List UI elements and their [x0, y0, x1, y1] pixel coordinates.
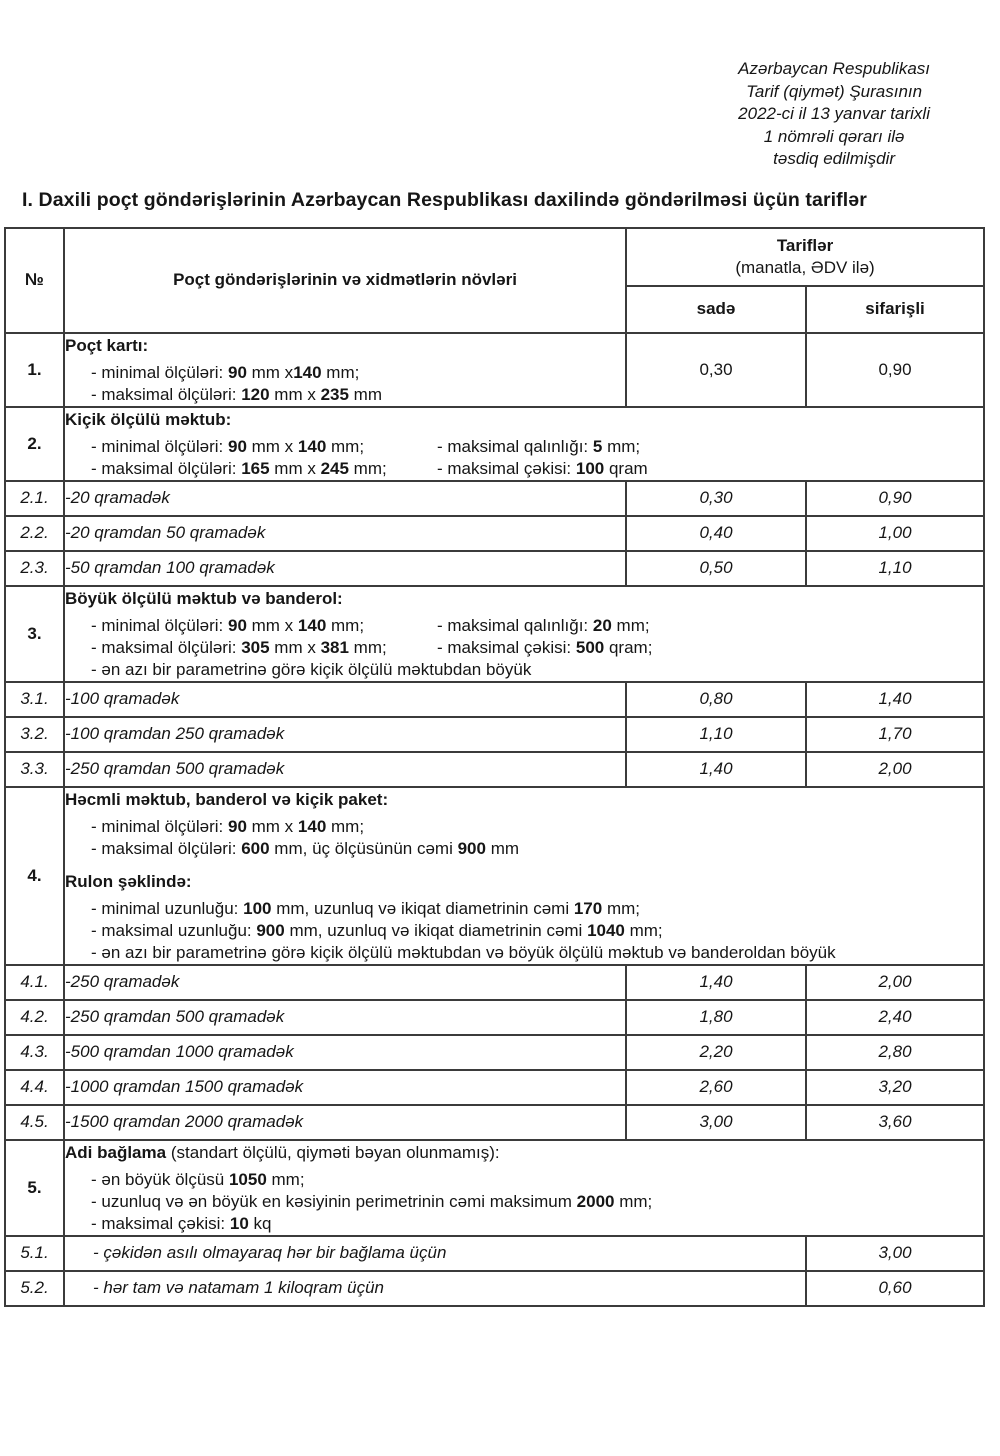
item-label-cell: -250 qramdan 500 qramadək [64, 752, 626, 787]
row-number-cell: 5. [5, 1140, 64, 1236]
spec-line: - ən böyük ölçüsü 1050 mm; [91, 1169, 305, 1189]
tariff-table [4, 227, 985, 1307]
spec-line: - maksimal ölçüləri: 120 mm x 235 mm [91, 384, 382, 404]
table-row-2-3 [5, 551, 984, 586]
row-number-cell: 4.4. [5, 1070, 64, 1105]
tariff-simple-value: 0,30 [626, 481, 806, 516]
tariff-simple-value: 2,60 [626, 1070, 806, 1105]
header-tariffs-subtitle: (manatla, ƏDV ilə) [735, 257, 875, 277]
approval-note-line: 1 nömrəli qərarı ilə [763, 126, 905, 146]
table-row-4-2 [5, 1000, 984, 1035]
item-label-cell: -50 qramdan 100 qramadək [64, 551, 626, 586]
row-number-cell: 1. [5, 333, 64, 407]
tariff-simple-value: 0,50 [626, 551, 806, 586]
tariff-registered-value: 1,40 [806, 682, 984, 717]
item-label-cell: -250 qramadək [64, 965, 626, 1000]
tariff-registered-value: 2,80 [806, 1035, 984, 1070]
table-row-1 [5, 333, 984, 407]
header-registered-cell: sifarişli [806, 286, 984, 333]
category-title-line: Poçt kartı: [65, 335, 149, 355]
item-label-cell: - çəkidən asılı olmayaraq hər bir bağlama üçün [64, 1236, 806, 1271]
tariff-registered-value: 0,90 [806, 481, 984, 516]
row-number-cell: 5.1. [5, 1236, 64, 1271]
table-row-3-1 [5, 682, 984, 717]
category-description-cell [64, 1140, 984, 1236]
tariff-simple-value: 2,20 [626, 1035, 806, 1070]
header-simple-cell: sadə [626, 286, 806, 333]
spec-line: - maksimal çəkisi: 10 kq [91, 1213, 272, 1233]
row-number-cell: 4.3. [5, 1035, 64, 1070]
category-title-line: Adi bağlama (standart ölçülü, qiyməti bəyan olunmamış): [65, 1142, 500, 1162]
tariff-simple-value: 3,00 [626, 1105, 806, 1140]
row-number-cell: 3.3. [5, 752, 64, 787]
table-row-3-2 [5, 717, 984, 752]
tariff-registered-value: 3,60 [806, 1105, 984, 1140]
item-label-cell: -20 qramadək [64, 481, 626, 516]
table-row-4-5 [5, 1105, 984, 1140]
approval-note [738, 58, 930, 171]
category-title-line: Kiçik ölçülü məktub: [65, 409, 232, 429]
tariff-simple-value: 1,40 [626, 965, 806, 1000]
row-number-cell: 5.2. [5, 1271, 64, 1306]
table-row-4-4 [5, 1070, 984, 1105]
spec-line: - minimal ölçüləri: 90 mm x140 mm; [91, 362, 360, 382]
tariff-simple-value: 0,80 [626, 682, 806, 717]
table-row-5 [5, 1140, 984, 1236]
header-tariffs-cell [626, 228, 984, 286]
tariff-registered-value: 0,60 [806, 1271, 984, 1306]
item-label-cell: -250 qramdan 500 qramadək [64, 1000, 626, 1035]
spec-line: - maksimal uzunluğu: 900 mm, uzunluq və ikiqat diametrinin cəmi 1040 mm; [91, 920, 663, 940]
category-title-line: Həcmli məktub, banderol və kiçik paket: [65, 789, 389, 809]
tariff-registered-value: 2,40 [806, 1000, 984, 1035]
table-row-3-3 [5, 752, 984, 787]
spec-line: - ən azı bir parametrinə görə kiçik ölçülü məktubdan və böyük ölçülü məktub və banderoldan böyük [91, 942, 836, 962]
table-row-2-1 [5, 481, 984, 516]
tariff-simple-value: 1,40 [626, 752, 806, 787]
category-title-line: Böyük ölçülü məktub və banderol: [65, 588, 343, 608]
approval-note-line: təsdiq edilmişdir [773, 149, 896, 168]
spec-line: - minimal uzunluğu: 100 mm, uzunluq və ikiqat diametrinin cəmi 170 mm; [91, 898, 640, 918]
table-row-4-3 [5, 1035, 984, 1070]
category-description-cell [64, 586, 984, 682]
item-label-cell: -100 qramdan 250 qramadək [64, 717, 626, 752]
tariff-registered-value: 3,00 [806, 1236, 984, 1271]
tariff-registered-value: 1,00 [806, 516, 984, 551]
table-header-row-1 [5, 228, 984, 286]
spec-line: - ən azı bir parametrinə görə kiçik ölçülü məktubdan böyük [91, 659, 532, 679]
item-label-cell: -20 qramdan 50 qramadək [64, 516, 626, 551]
spec-line: - maksimal ölçüləri: 600 mm, üç ölçüsünün cəmi 900 mm [91, 838, 520, 858]
tariff-table-body [5, 333, 984, 1306]
row-number-cell: 2.2. [5, 516, 64, 551]
tariff-registered-value: 0,90 [806, 333, 984, 407]
approval-note-line: Tarif (qiymət) Şurasının [746, 81, 923, 101]
table-row-5-1 [5, 1236, 984, 1271]
item-label-cell: - hər tam və natamam 1 kiloqram üçün [64, 1271, 806, 1306]
header-service-cell: Poçt göndərişlərinin və xidmətlərin növləri [64, 228, 626, 333]
item-label-cell: -500 qramdan 1000 qramadək [64, 1035, 626, 1070]
page-title: I. Daxili poçt göndərişlərinin Azərbaycan Respublikası daxilində göndərilməsi üçün tariflər [22, 188, 867, 211]
row-number-cell: 4.1. [5, 965, 64, 1000]
row-number-cell: 3.1. [5, 682, 64, 717]
category-description-cell [64, 407, 984, 481]
tariff-simple-value: 1,80 [626, 1000, 806, 1035]
spec-line: - minimal ölçüləri: 90 mm x 140 mm; - maksimal qalınlığı: 20 mm; [91, 615, 650, 635]
category-description-cell [64, 787, 984, 965]
table-row-4-1 [5, 965, 984, 1000]
table-row-2 [5, 407, 984, 481]
row-number-cell: 2.3. [5, 551, 64, 586]
row-number-cell: 4.5. [5, 1105, 64, 1140]
item-label-cell: -1000 qramdan 1500 qramadək [64, 1070, 626, 1105]
header-number-cell: № [5, 228, 64, 333]
approval-note-line: 2022-ci il 13 yanvar tarixli [738, 104, 930, 123]
tariff-registered-value: 3,20 [806, 1070, 984, 1105]
tariff-registered-value: 2,00 [806, 752, 984, 787]
table-row-3 [5, 586, 984, 682]
spec-line: - uzunluq və ən böyük en kəsiyinin perimetrinin cəmi maksimum 2000 mm; [91, 1191, 653, 1211]
row-number-cell: 4.2. [5, 1000, 64, 1035]
table-row-4 [5, 787, 984, 965]
tariff-simple-value: 1,10 [626, 717, 806, 752]
header-tariffs-title: Tariflər [776, 235, 834, 255]
tariff-simple-value: 0,30 [626, 333, 806, 407]
item-label-cell: -100 qramadək [64, 682, 626, 717]
category-description-cell [64, 333, 626, 407]
tariff-registered-value: 1,10 [806, 551, 984, 586]
row-number-cell: 2.1. [5, 481, 64, 516]
row-number-cell: 4. [5, 787, 64, 965]
tariff-registered-value: 2,00 [806, 965, 984, 1000]
spec-line: - minimal ölçüləri: 90 mm x 140 mm; [91, 816, 365, 836]
table-row-5-2 [5, 1271, 984, 1306]
tariff-simple-value: 0,40 [626, 516, 806, 551]
row-number-cell: 3.2. [5, 717, 64, 752]
item-label-cell: -1500 qramdan 2000 qramadək [64, 1105, 626, 1140]
category-title-line: Rulon şəklində: [65, 871, 192, 891]
tariff-registered-value: 1,70 [806, 717, 984, 752]
table-row-2-2 [5, 516, 984, 551]
row-number-cell: 3. [5, 586, 64, 682]
spec-line: - minimal ölçüləri: 90 mm x 140 mm; - maksimal qalınlığı: 5 mm; [91, 436, 641, 456]
row-number-cell: 2. [5, 407, 64, 481]
spec-line: - maksimal ölçüləri: 165 mm x 245 mm; - maksimal çəkisi: 100 qram [91, 458, 648, 478]
approval-note-line: Azərbaycan Respublikası [738, 59, 930, 78]
spec-line: - maksimal ölçüləri: 305 mm x 381 mm; - maksimal çəkisi: 500 qram; [91, 637, 653, 657]
